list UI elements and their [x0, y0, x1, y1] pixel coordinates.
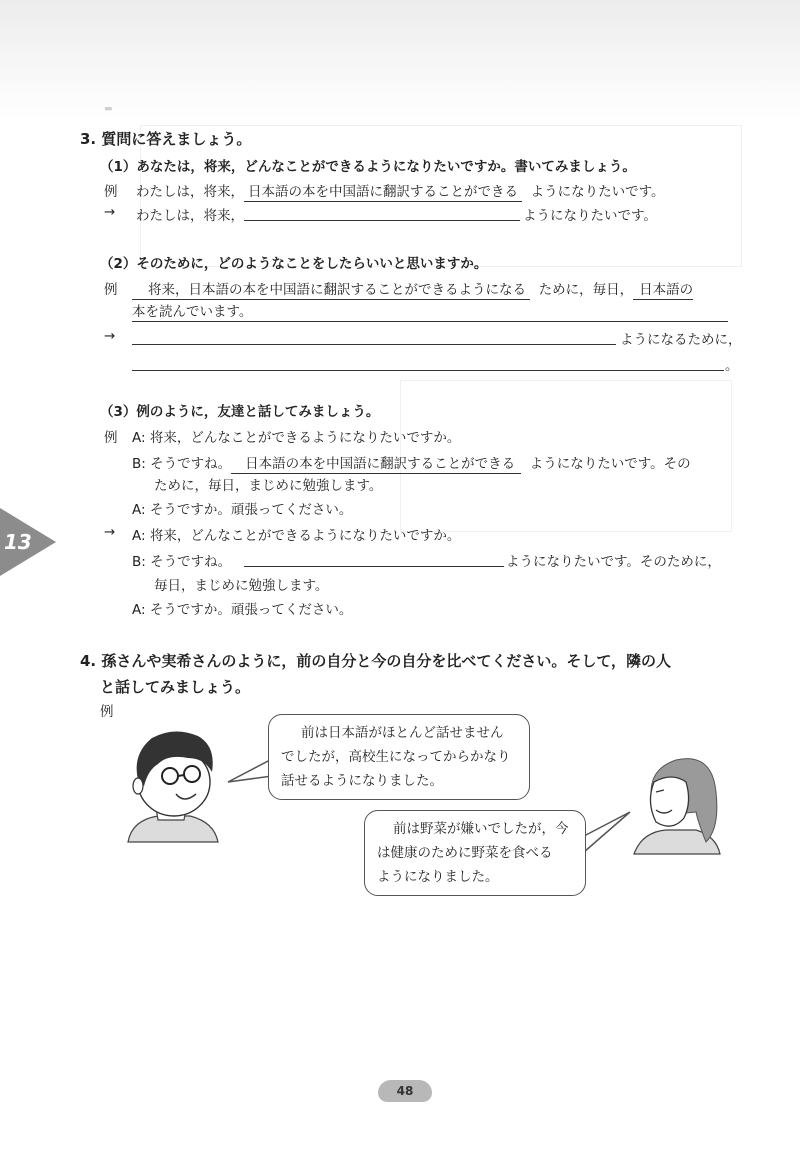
- example-marker: 例: [104, 184, 118, 200]
- bubble-line: 前は野菜が嫌いでしたが，今: [393, 821, 569, 837]
- example-fill: 日本語の本を中国語に翻訳することができる: [231, 456, 521, 474]
- answer-prefix: わたしは，将来，: [136, 208, 244, 224]
- example-fill: 日本語の: [633, 282, 693, 300]
- dialog-suffix: ようになりたいです。その: [529, 456, 691, 472]
- bubble-line: ようになりました。: [377, 869, 499, 885]
- example-fill: 本を読んでいます。: [132, 300, 728, 322]
- example-mid: ために，毎日，: [538, 282, 634, 298]
- q3-s2-prompt: （2）そのために，どのようなことをしたらいいと思いますか。: [100, 256, 488, 272]
- example-prefix: わたしは，将来，: [136, 184, 244, 200]
- example-marker: 例: [100, 704, 114, 720]
- bubble-line: は健康のために野菜を食べる: [377, 845, 553, 861]
- answer-end: 。: [725, 358, 739, 374]
- answer-suffix: ようになりたいです。: [523, 208, 657, 224]
- dialog-line: ために，毎日，まじめに勉強します。: [154, 478, 383, 494]
- arrow-marker: →: [104, 204, 116, 220]
- dialog-line: A: そうですか。頑張ってください。: [132, 502, 353, 518]
- bubble-line: 話せるようになりました。: [281, 773, 443, 789]
- arrow-marker: →: [104, 328, 116, 344]
- dialog-line: 毎日，まじめに勉強します。: [154, 578, 329, 594]
- q3-heading: 3. 質問に答えましょう。: [80, 130, 252, 148]
- dialog-prefix: B: そうですね。: [132, 456, 232, 472]
- bubble-line: でしたが，高校生になってからかなり: [281, 749, 511, 765]
- q4-heading: 4. 孫さんや実希さんのように，前の自分と今の自分を比べてください。そして，隣の人: [80, 652, 672, 670]
- example-fill: 将来，日本語の本を中国語に翻訳することができるようになる: [132, 282, 530, 300]
- example-marker: 例: [104, 282, 118, 298]
- arrow-marker: →: [104, 524, 116, 540]
- answer-suffix: ようになるために，: [620, 332, 742, 348]
- speech-bubble-girl: [364, 810, 586, 896]
- example-fill: 日本語の本を中国語に翻訳することができる: [244, 184, 522, 202]
- dialog-suffix: ようになりたいです。そのために，: [506, 554, 721, 570]
- speech-bubble-boy: [268, 714, 530, 800]
- bubble-line: 前は日本語がほとんど話せません: [301, 725, 504, 741]
- faint-mark: ▬: [104, 104, 113, 114]
- dialog-prefix: B: そうですね。: [132, 554, 232, 570]
- page-number: 48: [378, 1080, 432, 1102]
- dialog-line: A: 将来，どんなことができるようになりたいですか。: [132, 528, 461, 544]
- dialog-line: A: 将来，どんなことができるようになりたいですか。: [132, 430, 461, 446]
- q3-s1-prompt: （1）あなたは，将来，どんなことができるようになりたいですか。書いてみましょう。: [100, 159, 636, 175]
- q4-heading-cont: と話してみましょう。: [100, 678, 251, 696]
- example-marker: 例: [104, 430, 118, 446]
- chapter-number: 13: [4, 530, 32, 554]
- q3-s3-prompt: （3）例のように，友達と話してみましょう。: [100, 404, 380, 420]
- example-suffix: ようになりたいです。: [530, 184, 665, 200]
- dialog-line: A: そうですか。頑張ってください。: [132, 602, 353, 618]
